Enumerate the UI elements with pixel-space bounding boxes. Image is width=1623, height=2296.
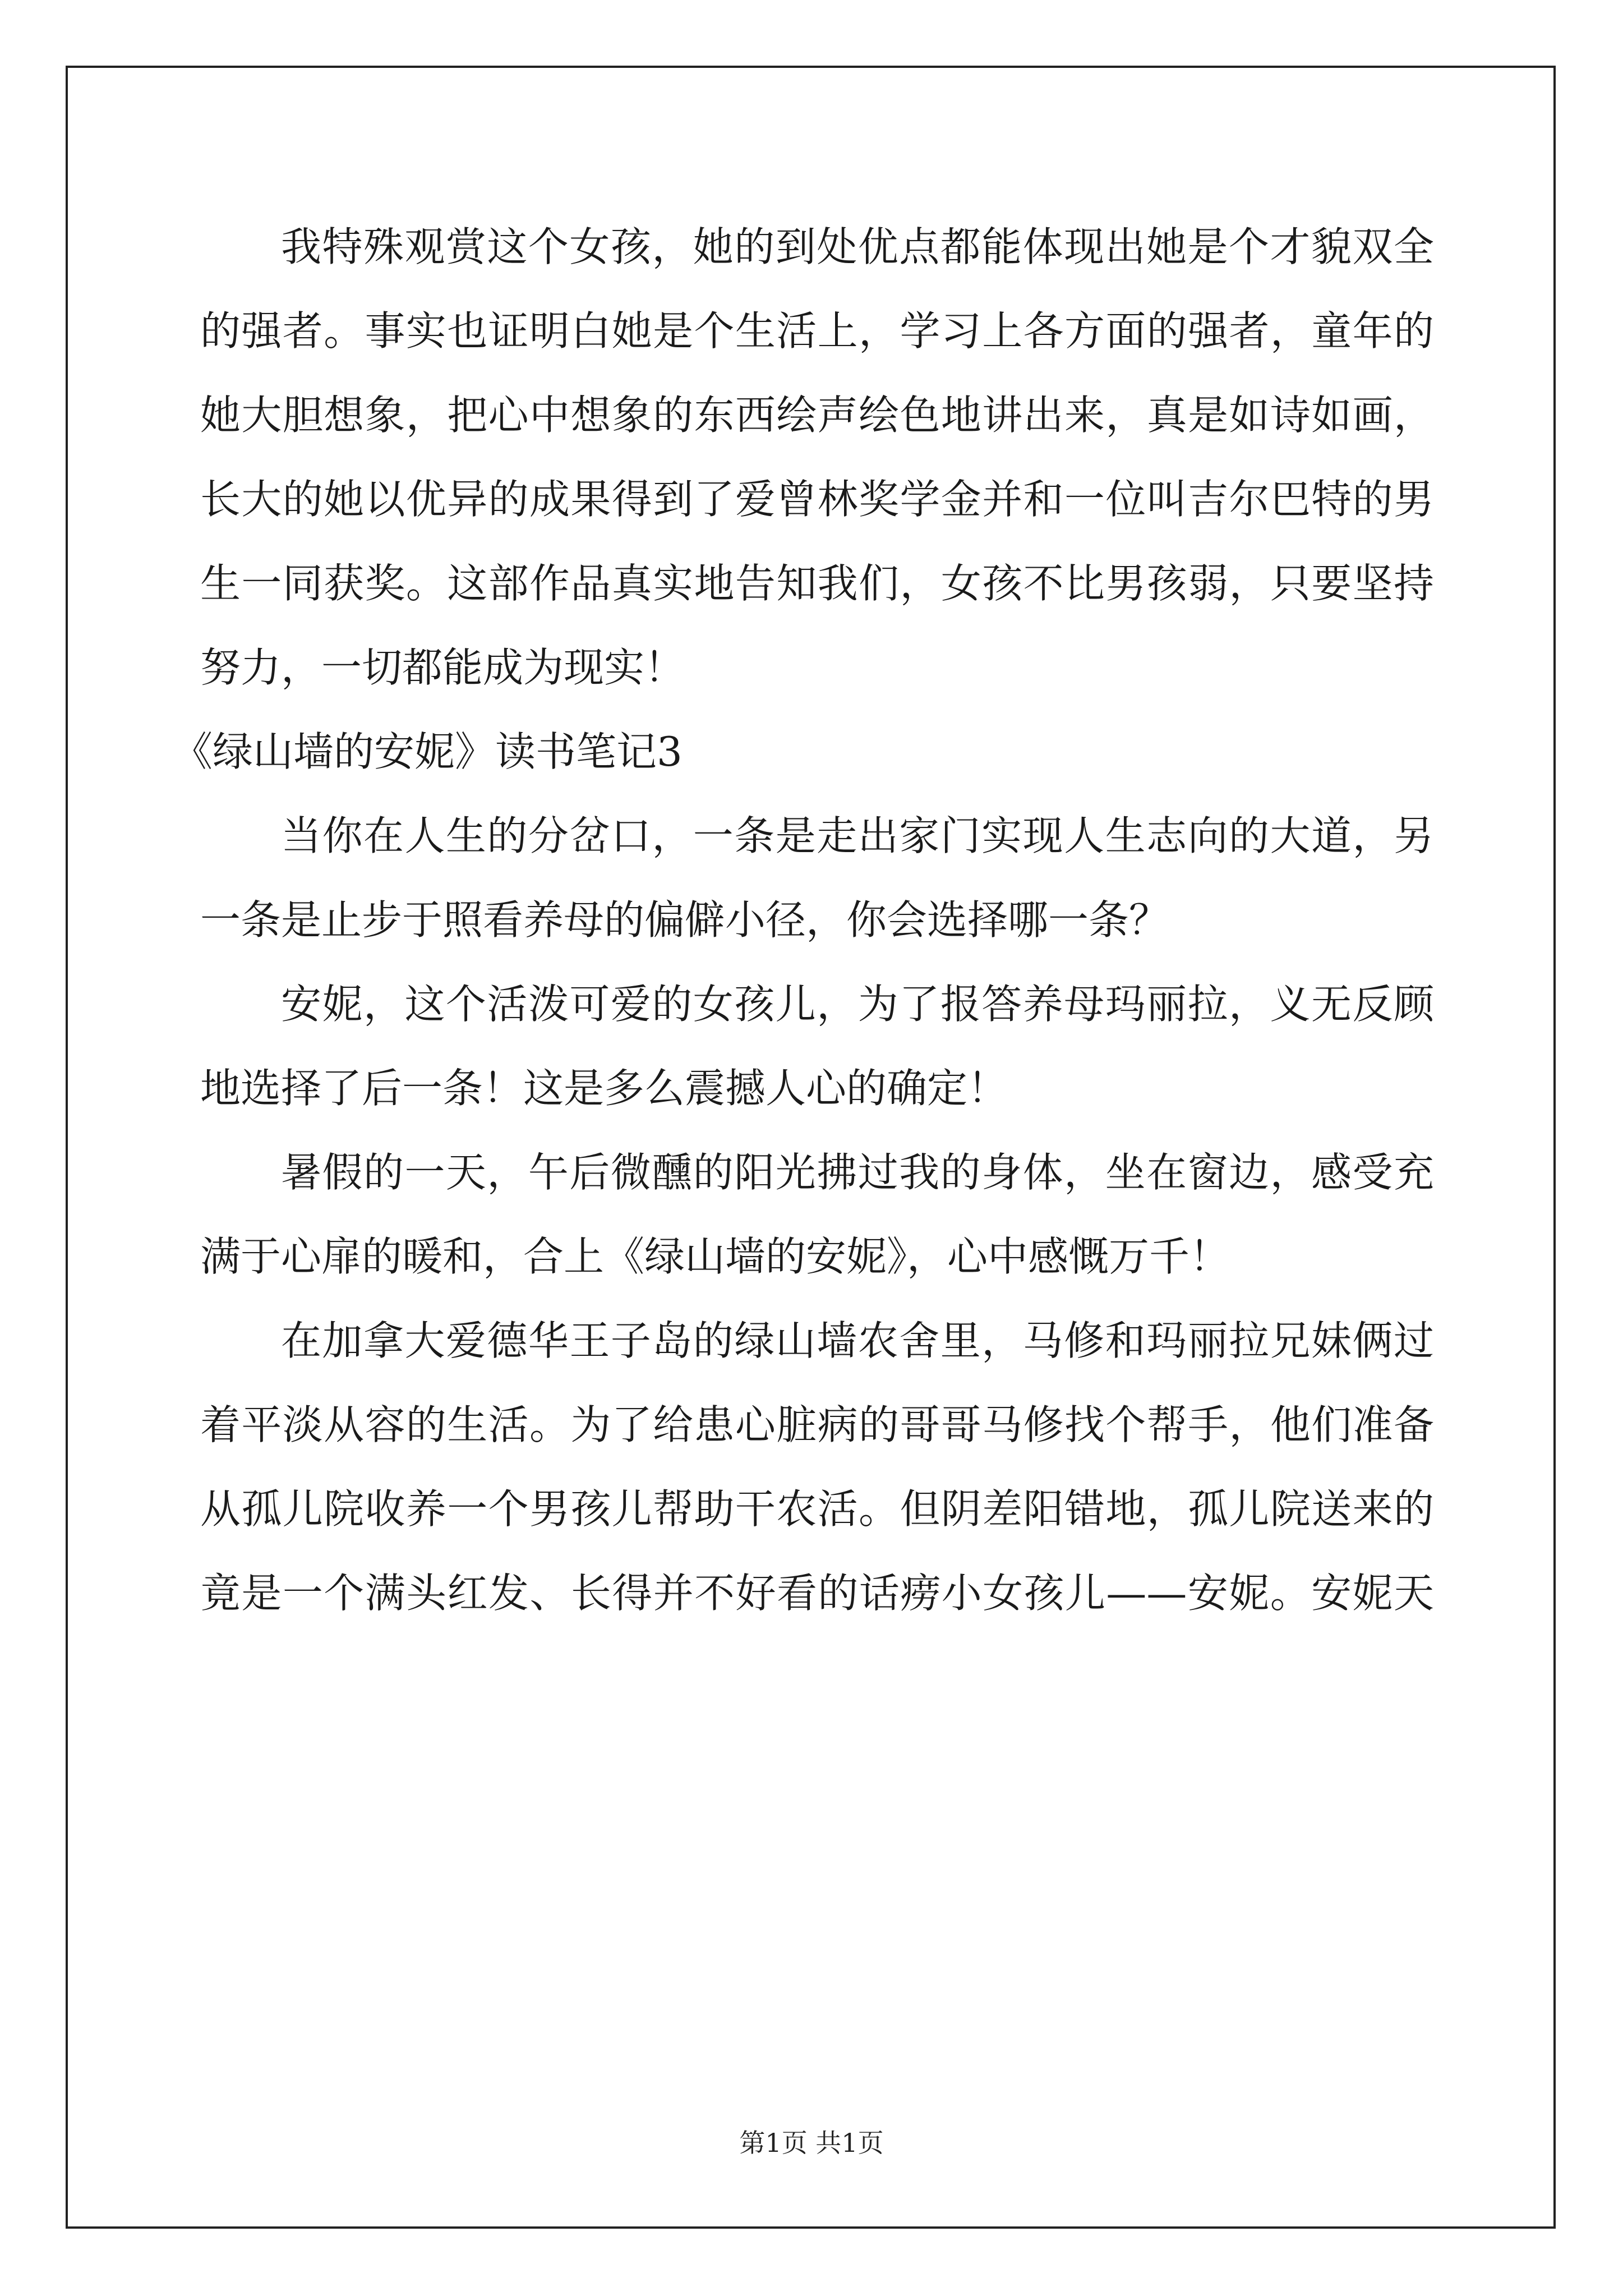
paragraph-line: 竟是一个满头红发、长得并不好看的话痨小女孩儿——安妮。安妮天: [200, 1570, 1434, 1617]
paragraph-line: 从孤儿院收养一个男孩儿帮助干农活。但阴差阳错地，孤儿院送来的: [200, 1485, 1434, 1533]
paragraph-line: 生一同获奖。这部作品真实地告知我们，女孩不比男孩弱，只要坚持: [200, 560, 1434, 607]
paragraph-line: 满于心扉的暖和，合上《绿山墙的安妮》，心中感慨万千！: [200, 1233, 1230, 1280]
paragraph-line: 当你在人生的分岔口，一条是走出家门实现人生志向的大道，另: [281, 812, 1434, 859]
paragraph-line: 一条是止步于照看养母的偏僻小径，你会选择哪一条？: [200, 896, 1170, 944]
paragraph-line: 安妮，这个活泼可爱的女孩儿，为了报答养母玛丽拉，义无反顾: [281, 981, 1434, 1028]
paragraph-line: 的强者。事实也证明白她是个生活上，学习上各方面的强者，童年的: [200, 307, 1434, 355]
page-footer: 第1页 共1页: [739, 2128, 884, 2158]
paragraph-line: 在加拿大爱德华王子岛的绿山墙农舍里，马修和玛丽拉兄妹俩过: [281, 1317, 1434, 1364]
paragraph-line: 她大胆想象，把心中想象的东西绘声绘色地讲出来，真是如诗如画，: [200, 392, 1434, 439]
paragraph-line: 我特殊观赏这个女孩，她的到处优点都能体现出她是个才貌双全: [281, 223, 1434, 270]
paragraph-line: 着平淡从容的生活。为了给患心脏病的哥哥马修找个帮手，他们准备: [200, 1401, 1434, 1448]
paragraph-line: 努力，一切都能成为现实！: [200, 644, 685, 691]
paragraph-line: 地选择了后一条！这是多么震撼人心的确定！: [200, 1065, 1008, 1112]
section-heading: 《绿山墙的安妮》读书笔记3: [172, 728, 683, 775]
paragraph-line: 暑假的一天，午后微醺的阳光拂过我的身体，坐在窗边，感受充: [281, 1149, 1434, 1196]
paragraph-line: 长大的她以优异的成果得到了爱曾林奖学金并和一位叫吉尔巴特的男: [200, 476, 1434, 523]
